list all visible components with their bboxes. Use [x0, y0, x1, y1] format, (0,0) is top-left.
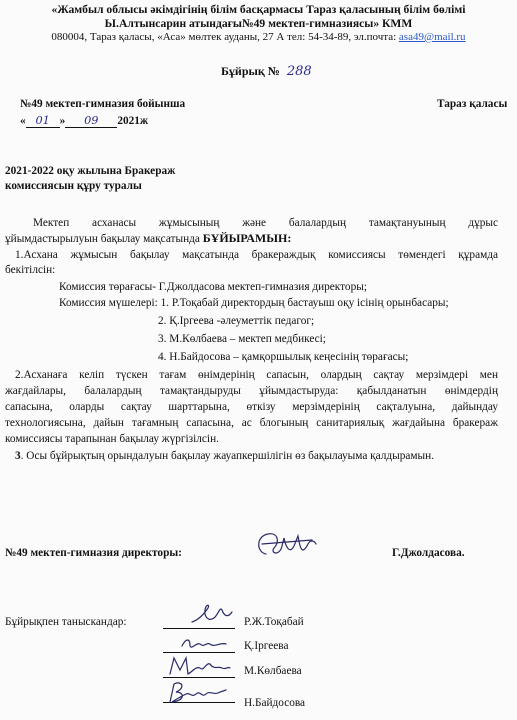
- sign-line-1: [163, 628, 235, 629]
- member-3: 3. М.Көлбаева – мектеп медбикесі;: [158, 333, 326, 345]
- paragraph-1-line-2: [5, 231, 291, 245]
- city-line: Тараз қаласы: [437, 98, 508, 110]
- director-name: Г.Джолдасова.: [392, 547, 465, 559]
- commission-chair: Комиссия төрағасы- Г.Джолдасова мектеп-гимназия директоры;: [59, 281, 367, 293]
- director-signature: [252, 526, 324, 566]
- date-close-quote: »: [59, 115, 66, 127]
- item-2-line-2: жағдайлары, балалардың тамақтандыруды ұйымдастыруда: қабылданатын өнімдердің: [5, 385, 498, 397]
- order-title-label: Бұйрық №: [221, 64, 280, 78]
- item-2-line-4: технологиясына, дайын тағамның сапасына, ас блогының санитариялық жағдайына бракераж: [5, 417, 498, 429]
- item-3-text: . Осы бұйрықтың орындалуын бақылау жауапкершілігін өз бақылауыма қалдырамын.: [20, 450, 435, 462]
- item-3: [15, 449, 434, 463]
- item-3-number: 3: [15, 450, 21, 462]
- signature-kolbaeva: [166, 652, 234, 680]
- address-text: 080004, Тараз қаласы, «Аса» мөлтек ауданы, 27 А тел: 54-34-89, эл.почта:: [51, 31, 399, 43]
- commission-members: [59, 296, 449, 310]
- header-line-1: «Жамбыл облысы әкімдігінің білім басқармасы Тараз қаласының білім бөлімі: [51, 3, 466, 16]
- date-year: 2021ж: [117, 115, 149, 127]
- item-2-line-5: комиссиясы тарапынан бақылау жүргізілсін.: [5, 433, 219, 445]
- subject-line-2: комиссиясын құру туралы: [5, 180, 142, 192]
- date-month: 09: [84, 114, 99, 127]
- item-2-line-3: сапасына, оларды сақтау шарттарына, өткізу мерзімдерінің сақталуына, дайындау: [5, 401, 498, 413]
- member-2: 2. Қ.Іргеева -әлеуметтік педагог;: [158, 315, 315, 327]
- acquainted-name-2: Қ.Іргеева: [244, 640, 289, 652]
- subject-line-1: 2021-2022 оқу жылына Бракераж: [5, 165, 176, 177]
- order-date: [20, 114, 148, 128]
- order-title: [221, 64, 312, 79]
- acquainted-name-1: Р.Ж.Тоқабай: [244, 616, 304, 628]
- item-1-line-1: 1.Асхана жұмысын бақылау мақсатында бракераждық комиссиясы төмендегі құрамда: [15, 249, 498, 261]
- acquainted-label: Бұйрықпен таныскандар:: [5, 616, 127, 628]
- acquainted-name-4: Н.Байдосова: [244, 697, 306, 709]
- signature-irgeeva: [178, 632, 230, 654]
- date-day: 01: [35, 114, 50, 127]
- member-4: 4. Н.Байдосова – қамқоршылық кеңесінің төрағасы;: [158, 351, 409, 363]
- item-1-line-2: бекітілсін:: [5, 264, 56, 276]
- signature-baidosova: [164, 678, 230, 706]
- signature-tokabay: [188, 598, 234, 628]
- member-1: 1. Р.Тоқабай директордың бастауыш оқу ісінің орынбасары;: [160, 297, 449, 309]
- director-position: №49 мектеп-гимназия директоры:: [5, 547, 182, 559]
- paragraph-1-line-1: Мектеп асханасы жұмысының және балалардың тамақтануының дұрыс: [33, 217, 498, 229]
- date-open-quote: «: [20, 115, 26, 127]
- paragraph-1-text: ұйымдастырылуын бақылау мақсатында: [5, 233, 203, 245]
- members-label: Комиссия мүшелері:: [59, 297, 161, 309]
- email-link[interactable]: asa49@mail.ru: [398, 31, 466, 43]
- command-word: БҰЙЫРАМЫН:: [202, 231, 292, 245]
- school-line: №49 мектеп-гимназия бойынша: [20, 98, 186, 110]
- order-number: 288: [286, 64, 312, 79]
- header-address: [0, 31, 517, 43]
- item-2-line-1: 2.Асханаға келіп түскен тағам өнімдерінің сапасын, олардың сақтау мерзімдері мен: [15, 369, 498, 381]
- acquainted-name-3: М.Көлбаева: [244, 665, 302, 677]
- header-line-2: Ы.Алтынсарин атындағы№49 мектеп-гимназиясы» КММ: [104, 17, 413, 30]
